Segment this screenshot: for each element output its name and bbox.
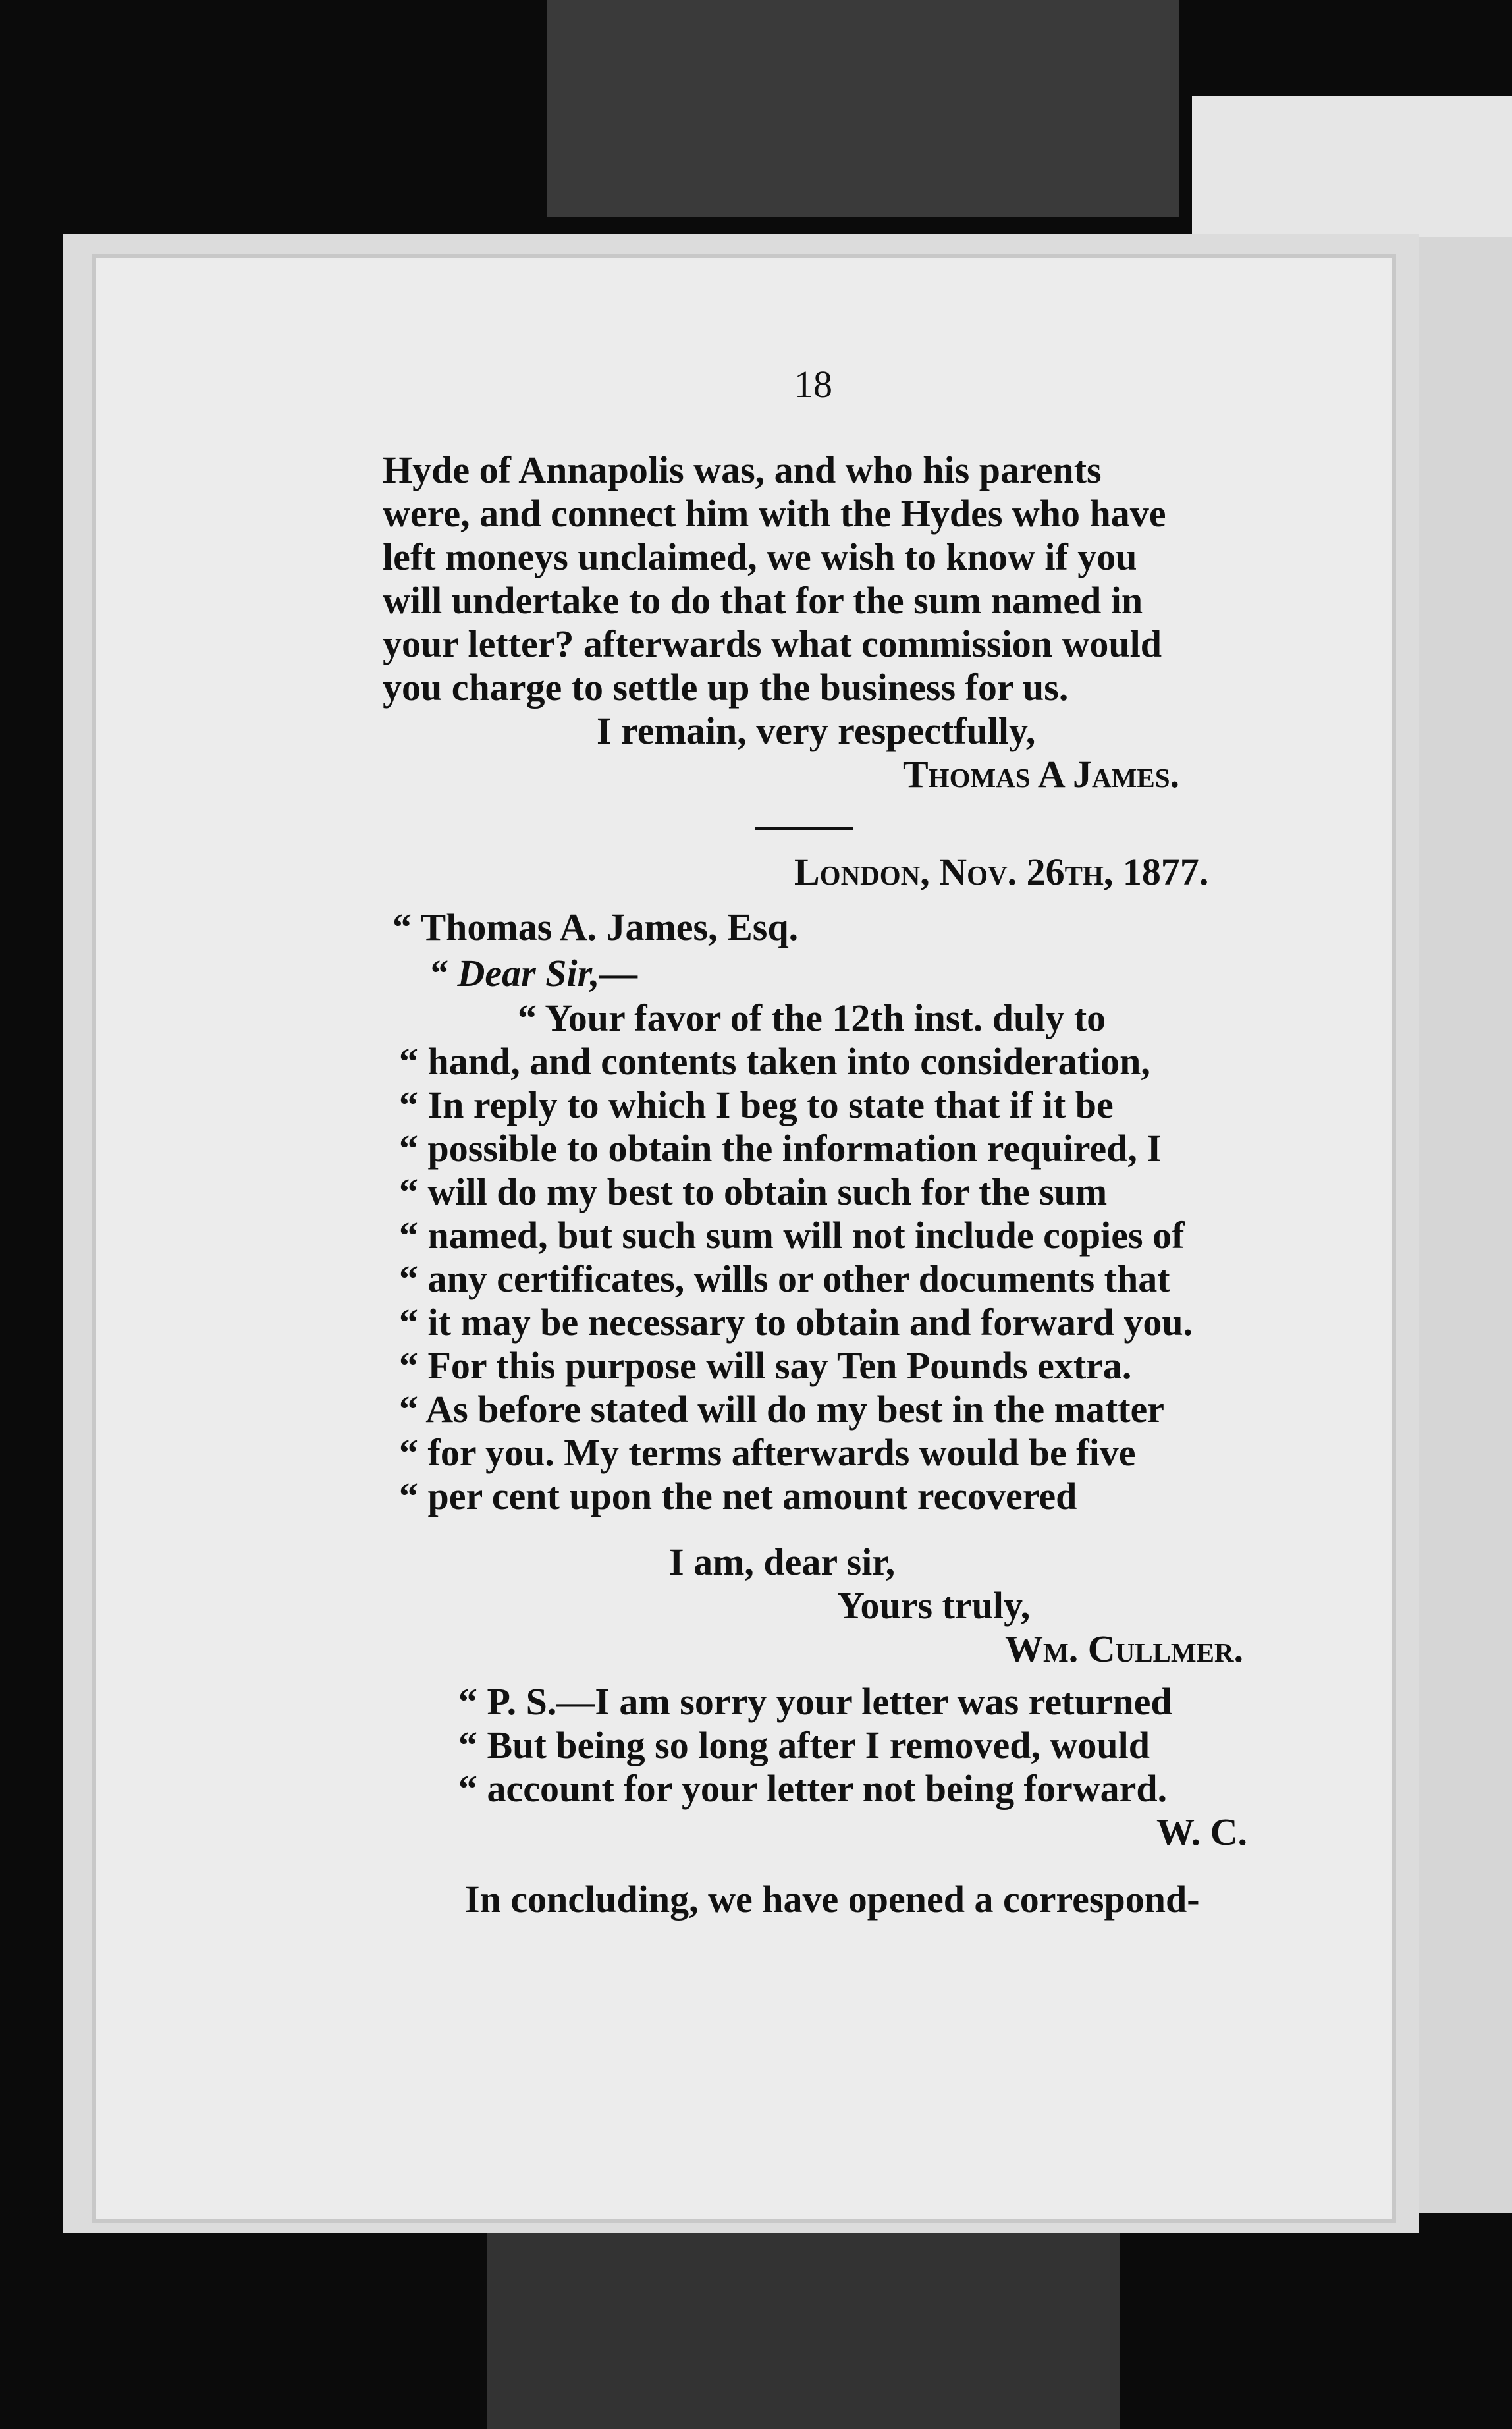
body-line: will undertake to do that for the sum named in [383,579,1143,622]
closing-line: Yours truly, [837,1584,1031,1627]
body-line: left moneys unclaimed, we wish to know if you [383,535,1137,578]
postscript-line: “ But being so long after I removed, would [458,1724,1150,1766]
letter-line: “ In reply to which I beg to state that if it be [399,1083,1114,1126]
book-page [92,254,1396,2223]
paper-scrap [1192,96,1512,247]
body-line: were, and connect him with the Hydes who have [383,492,1166,535]
letter-line: “ named, but such sum will not include copies of [399,1214,1185,1257]
letter-line: “ for you. My terms afterwards would be five [399,1431,1136,1474]
letter-line: “ will do my best to obtain such for the sum [399,1170,1108,1213]
background-dark-bottom [487,2233,1120,2429]
letter-line: “ possible to obtain the information required, I [399,1127,1162,1170]
body-line: Hyde of Annapolis was, and who his parents [383,449,1102,491]
section-divider [755,827,853,830]
letter-line: “ any certificates, wills or other documents that [399,1257,1170,1300]
salutation: “ Dear Sir,— [429,952,638,995]
signature: Thomas A James. [903,753,1180,796]
body-line: you charge to settle up the business for us. [383,666,1069,709]
letter-line: “ hand, and contents taken into consideration, [399,1040,1150,1083]
letter-line: “ As before stated will do my best in the matter [399,1388,1165,1431]
postscript-line: “ P. S.—I am sorry your letter was returned [458,1680,1172,1723]
letter-line: “ per cent upon the net amount recovered [399,1475,1077,1517]
postscript-signature: W. C. [1156,1811,1248,1853]
background-dark-top [547,0,1179,217]
letter-line: “ it may be necessary to obtain and forward you. [399,1301,1193,1344]
final-line: In concluding, we have opened a correspond- [465,1878,1200,1921]
signature: Wm. Cullmer. [1005,1627,1244,1670]
postscript-line: “ account for your letter not being forward. [458,1767,1168,1810]
closing-line: I am, dear sir, [669,1541,896,1583]
addressee: “ Thomas A. James, Esq. [392,906,799,948]
page-number: 18 [794,363,832,406]
letter-line: “ For this purpose will say Ten Pounds extra. [399,1344,1132,1387]
letter-line: “ Your favor of the 12th inst. duly to [518,996,1106,1039]
dateline: London, Nov. 26th, 1877. [794,850,1209,893]
body-line: your letter? afterwards what commission would [383,622,1162,665]
closing-line: I remain, very respectfully, [597,709,1036,752]
